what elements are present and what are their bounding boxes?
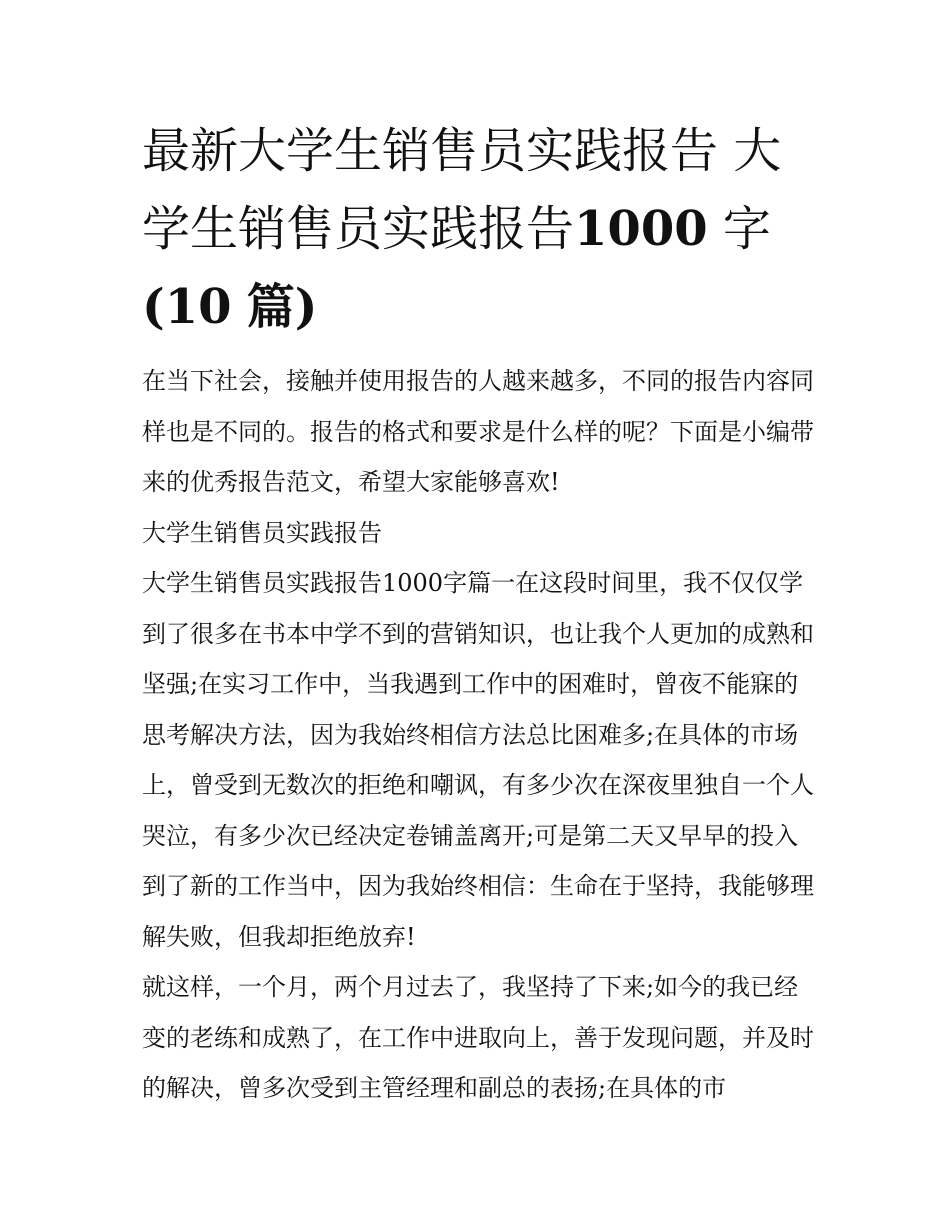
- title-line-2-number: 1000: [574, 201, 708, 257]
- title-line-2-text: 学生销售员实践报告: [142, 201, 575, 257]
- section-heading: 大学生销售员实践报告: [142, 518, 382, 547]
- body-paragraph-1: 大学生销售员实践报告1000字篇一在这段时间里，我不仅仅学到了很多在书本中学不到的营销知识，也让我个人更加的成熟和坚强;在实习工作中，当我遇到工作中的困难时，曾夜不能寐的思考解决方法，因为我始终相信方法总比困难多;在具体的市场上，曾受到无数次的拒绝和嘲讽，有多少次在深夜里独自一个人哭泣，有多少次已经决定卷铺盖离开;可是第二天又早早的投入到了新的工作当中，因为我始终相信：生命在于坚持，我能够理解失败，但我却拒绝放弃!: [142, 569, 814, 951]
- body-paragraph-2: 就这样，一个月，两个月过去了，我坚持了下来;如今的我已经变的老练和成熟了，在工作中进取向上，善于发现问题，并及时的解决，曾多次受到主管经理和副总的表扬;在具体的市: [142, 973, 814, 1102]
- title-line-3-open: (: [142, 279, 165, 335]
- document-body: [142, 356, 822, 1114]
- document-title: [142, 112, 822, 346]
- title-line-3-tail: 篇): [246, 279, 318, 335]
- intro-paragraph: 在当下社会，接触并使用报告的人越来越多，不同的报告内容同样也是不同的。报告的格式和要求是什么样的呢？下面是小编带来的优秀报告范文，希望大家能够喜欢!: [142, 367, 814, 496]
- title-line-1: 最新大学生销售员实践报告 大: [142, 123, 782, 179]
- title-line-3-number: 10: [164, 279, 232, 335]
- title-line-2-tail: 字: [722, 201, 771, 257]
